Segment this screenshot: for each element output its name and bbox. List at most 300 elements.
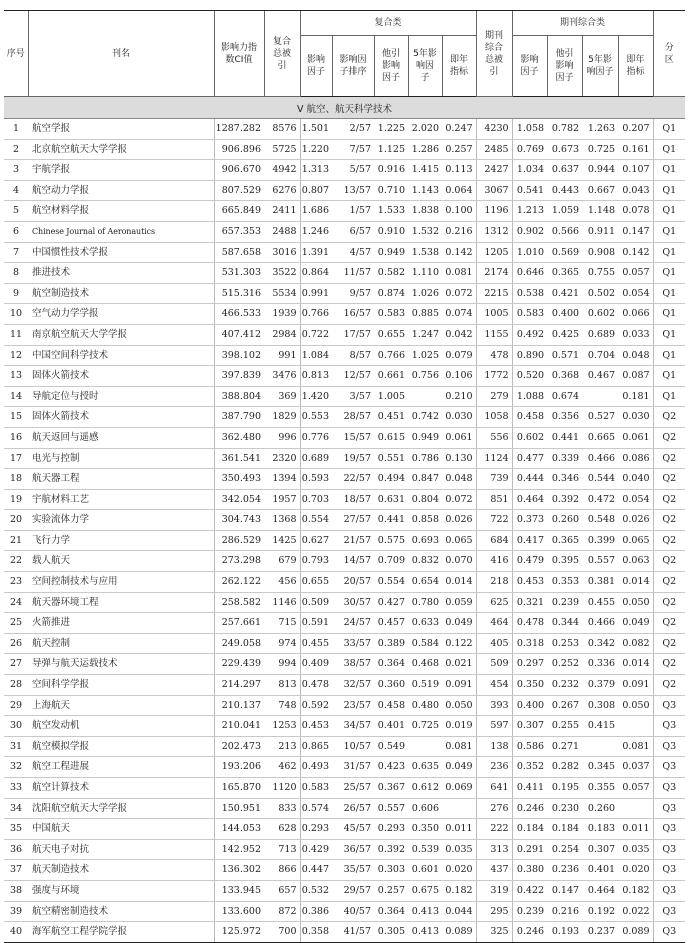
cell-composite-impact-factor: 0.509 xyxy=(300,592,332,613)
cell-comprehensive-total-cites: 279 xyxy=(476,386,512,407)
cell-comprehensive-total-cites: 2485 xyxy=(476,139,512,160)
cell-row-number: 3 xyxy=(4,160,28,181)
cell-row-number: 29 xyxy=(4,695,28,716)
cell-composite-total-cites: 994 xyxy=(264,654,300,675)
cell-comprehensive-impact-factor: 1.058 xyxy=(512,119,547,140)
table-row xyxy=(4,242,685,263)
cell-zone: Q1 xyxy=(653,119,685,140)
cell-composite-other-cited-if: 0.615 xyxy=(374,427,408,448)
cell-row-number: 24 xyxy=(4,592,28,613)
cell-ci-value: 202.473 xyxy=(214,736,264,757)
cell-composite-if-rank: 34/57 xyxy=(332,716,374,737)
cell-comprehensive-total-cites: 1196 xyxy=(476,201,512,222)
cell-composite-immediacy: 0.030 xyxy=(442,407,476,428)
cell-comprehensive-5yr-if: 0.689 xyxy=(582,324,618,345)
cell-composite-other-cited-if: 0.389 xyxy=(374,633,408,654)
cell-row-number: 21 xyxy=(4,530,28,551)
cell-journal-name: 宇航材料工艺 xyxy=(28,489,214,510)
cell-composite-impact-factor: 1.420 xyxy=(300,386,332,407)
cell-composite-5yr-if: 1.025 xyxy=(408,345,442,366)
cell-comprehensive-immediacy: 0.091 xyxy=(618,675,653,696)
cell-journal-name: 导航定位与授时 xyxy=(28,386,214,407)
cell-composite-total-cites: 991 xyxy=(264,345,300,366)
cell-composite-total-cites: 628 xyxy=(264,819,300,840)
cell-composite-if-rank: 31/57 xyxy=(332,757,374,778)
cell-composite-immediacy: 0.035 xyxy=(442,839,476,860)
cell-ci-value: 350.493 xyxy=(214,469,264,490)
cell-composite-immediacy: 0.050 xyxy=(442,695,476,716)
cell-composite-immediacy: 0.210 xyxy=(442,386,476,407)
cell-journal-name: 飞行力学 xyxy=(28,530,214,551)
cell-zone: Q1 xyxy=(653,160,685,181)
cell-composite-immediacy: 0.072 xyxy=(442,489,476,510)
cell-journal-name: 宇航学报 xyxy=(28,160,214,181)
cell-composite-other-cited-if: 0.874 xyxy=(374,283,408,304)
cell-comprehensive-total-cites: 325 xyxy=(476,922,512,943)
table-row xyxy=(4,324,685,345)
cell-composite-impact-factor: 0.447 xyxy=(300,860,332,881)
cell-comprehensive-immediacy: 0.043 xyxy=(618,180,653,201)
table-row xyxy=(4,716,685,737)
cell-composite-other-cited-if: 0.293 xyxy=(374,819,408,840)
cell-composite-immediacy: 0.257 xyxy=(442,139,476,160)
cell-zone: Q3 xyxy=(653,922,685,943)
cell-composite-immediacy: 0.065 xyxy=(442,530,476,551)
cell-comprehensive-other-cited-if: 0.236 xyxy=(547,860,582,881)
cell-comprehensive-total-cites: 2174 xyxy=(476,263,512,284)
table-row xyxy=(4,819,685,840)
cell-comprehensive-other-cited-if: 0.253 xyxy=(547,633,582,654)
cell-comprehensive-5yr-if: 1.148 xyxy=(582,201,618,222)
cell-comprehensive-impact-factor: 0.373 xyxy=(512,510,547,531)
cell-composite-impact-factor: 0.553 xyxy=(300,407,332,428)
cell-comprehensive-total-cites: 722 xyxy=(476,510,512,531)
cell-composite-if-rank: 28/57 xyxy=(332,407,374,428)
cell-composite-5yr-if: 0.804 xyxy=(408,489,442,510)
table-row xyxy=(4,736,685,757)
cell-composite-total-cites: 1253 xyxy=(264,716,300,737)
cell-row-number: 5 xyxy=(4,201,28,222)
cell-journal-name: 航天器环境工程 xyxy=(28,592,214,613)
cell-composite-other-cited-if: 0.401 xyxy=(374,716,408,737)
cell-composite-immediacy: 0.130 xyxy=(442,448,476,469)
cell-composite-if-rank: 14/57 xyxy=(332,551,374,572)
cell-comprehensive-5yr-if: 0.602 xyxy=(582,304,618,325)
cell-ci-value: 398.102 xyxy=(214,345,264,366)
cell-composite-immediacy: 0.247 xyxy=(442,119,476,140)
cell-row-number: 18 xyxy=(4,469,28,490)
cell-composite-other-cited-if: 0.494 xyxy=(374,469,408,490)
cell-ci-value: 257.661 xyxy=(214,613,264,634)
header-composite-if-rank: 影响因子排序 xyxy=(332,36,374,97)
cell-comprehensive-total-cites: 1772 xyxy=(476,366,512,387)
cell-composite-if-rank: 26/57 xyxy=(332,798,374,819)
cell-comprehensive-impact-factor: 0.477 xyxy=(512,448,547,469)
cell-comprehensive-5yr-if: 0.342 xyxy=(582,633,618,654)
cell-journal-name: 海军航空工程学院学报 xyxy=(28,922,214,943)
cell-composite-immediacy: 0.061 xyxy=(442,427,476,448)
cell-composite-if-rank: 11/57 xyxy=(332,263,374,284)
cell-composite-impact-factor: 0.689 xyxy=(300,448,332,469)
table-row xyxy=(4,304,685,325)
table-row xyxy=(4,263,685,284)
cell-composite-other-cited-if: 0.305 xyxy=(374,922,408,943)
cell-comprehensive-immediacy: 0.020 xyxy=(618,860,653,881)
table-row xyxy=(4,901,685,922)
cell-composite-other-cited-if: 1.533 xyxy=(374,201,408,222)
cell-ci-value: 258.582 xyxy=(214,592,264,613)
cell-comprehensive-other-cited-if: 0.637 xyxy=(547,160,582,181)
cell-comprehensive-immediacy: 0.142 xyxy=(618,242,653,263)
cell-ci-value: 125.972 xyxy=(214,922,264,943)
cell-comprehensive-immediacy: 0.089 xyxy=(618,922,653,943)
cell-journal-name: 航天制造技术 xyxy=(28,860,214,881)
cell-composite-immediacy: 0.089 xyxy=(442,922,476,943)
cell-comprehensive-5yr-if: 1.263 xyxy=(582,119,618,140)
cell-composite-if-rank: 9/57 xyxy=(332,283,374,304)
table-row xyxy=(4,160,685,181)
cell-comprehensive-total-cites: 556 xyxy=(476,427,512,448)
cell-composite-impact-factor: 1.313 xyxy=(300,160,332,181)
header-composite-group: 复合类 xyxy=(300,11,476,36)
cell-composite-other-cited-if: 0.766 xyxy=(374,345,408,366)
cell-ci-value: 286.529 xyxy=(214,530,264,551)
cell-zone: Q2 xyxy=(653,613,685,634)
cell-composite-other-cited-if: 0.360 xyxy=(374,675,408,696)
table-row xyxy=(4,592,685,613)
cell-zone: Q2 xyxy=(653,510,685,531)
cell-comprehensive-5yr-if: 0.557 xyxy=(582,551,618,572)
cell-zone: Q3 xyxy=(653,839,685,860)
cell-comprehensive-impact-factor: 0.411 xyxy=(512,778,547,799)
cell-comprehensive-total-cites: 222 xyxy=(476,819,512,840)
cell-row-number: 6 xyxy=(4,221,28,242)
cell-composite-5yr-if: 1.532 xyxy=(408,221,442,242)
cell-zone: Q1 xyxy=(653,324,685,345)
header-ci-value: 影响力指数CI值 xyxy=(214,11,264,97)
cell-row-number: 25 xyxy=(4,613,28,634)
cell-composite-5yr-if: 0.519 xyxy=(408,675,442,696)
table-row xyxy=(4,798,685,819)
cell-composite-5yr-if xyxy=(408,386,442,407)
cell-row-number: 32 xyxy=(4,757,28,778)
cell-journal-name: 航空材料学报 xyxy=(28,201,214,222)
cell-composite-if-rank: 41/57 xyxy=(332,922,374,943)
cell-composite-5yr-if: 0.756 xyxy=(408,366,442,387)
cell-comprehensive-5yr-if: 0.455 xyxy=(582,592,618,613)
cell-composite-5yr-if xyxy=(408,736,442,757)
cell-comprehensive-5yr-if: 0.379 xyxy=(582,675,618,696)
cell-composite-immediacy: 0.216 xyxy=(442,221,476,242)
cell-composite-other-cited-if: 0.367 xyxy=(374,778,408,799)
cell-comprehensive-5yr-if: 0.704 xyxy=(582,345,618,366)
cell-comprehensive-impact-factor: 0.400 xyxy=(512,695,547,716)
cell-comprehensive-immediacy: 0.181 xyxy=(618,386,653,407)
cell-journal-name: 航空发动机 xyxy=(28,716,214,737)
cell-composite-immediacy: 0.011 xyxy=(442,819,476,840)
cell-row-number: 13 xyxy=(4,366,28,387)
cell-composite-total-cites: 4942 xyxy=(264,160,300,181)
cell-zone: Q1 xyxy=(653,201,685,222)
section-title: V 航空、航天科学技术 xyxy=(4,97,685,119)
cell-comprehensive-5yr-if: 0.401 xyxy=(582,860,618,881)
cell-row-number: 34 xyxy=(4,798,28,819)
cell-ci-value: 397.839 xyxy=(214,366,264,387)
cell-comprehensive-total-cites: 218 xyxy=(476,572,512,593)
cell-row-number: 16 xyxy=(4,427,28,448)
cell-comprehensive-5yr-if: 0.260 xyxy=(582,798,618,819)
cell-zone: Q2 xyxy=(653,448,685,469)
cell-composite-if-rank: 3/57 xyxy=(332,386,374,407)
table-row xyxy=(4,283,685,304)
cell-ci-value: 387.790 xyxy=(214,407,264,428)
cell-composite-immediacy: 0.079 xyxy=(442,345,476,366)
cell-journal-name: 载人航天 xyxy=(28,551,214,572)
cell-composite-5yr-if: 1.415 xyxy=(408,160,442,181)
cell-composite-impact-factor: 0.766 xyxy=(300,304,332,325)
cell-ci-value: 407.412 xyxy=(214,324,264,345)
cell-composite-if-rank: 35/57 xyxy=(332,860,374,881)
cell-comprehensive-other-cited-if: 0.147 xyxy=(547,880,582,901)
cell-composite-5yr-if: 1.247 xyxy=(408,324,442,345)
cell-composite-impact-factor: 0.493 xyxy=(300,757,332,778)
cell-composite-immediacy: 0.064 xyxy=(442,180,476,201)
cell-journal-name: 航天电子对抗 xyxy=(28,839,214,860)
cell-comprehensive-immediacy: 0.065 xyxy=(618,530,653,551)
cell-comprehensive-other-cited-if: 0.255 xyxy=(547,716,582,737)
cell-ci-value: 133.600 xyxy=(214,901,264,922)
cell-composite-total-cites: 713 xyxy=(264,839,300,860)
cell-composite-other-cited-if: 0.575 xyxy=(374,530,408,551)
cell-zone: Q2 xyxy=(653,592,685,613)
cell-composite-other-cited-if: 0.916 xyxy=(374,160,408,181)
cell-comprehensive-immediacy: 0.147 xyxy=(618,221,653,242)
cell-comprehensive-immediacy: 0.014 xyxy=(618,654,653,675)
cell-journal-name: 航天返回与遥感 xyxy=(28,427,214,448)
cell-composite-immediacy: 0.100 xyxy=(442,201,476,222)
cell-journal-name: 强度与环境 xyxy=(28,880,214,901)
cell-comprehensive-immediacy: 0.014 xyxy=(618,572,653,593)
cell-composite-total-cites: 866 xyxy=(264,860,300,881)
cell-composite-if-rank: 40/57 xyxy=(332,901,374,922)
journal-ranking-table-container xyxy=(4,10,685,943)
cell-ci-value: 136.302 xyxy=(214,860,264,881)
cell-composite-if-rank: 23/57 xyxy=(332,695,374,716)
cell-comprehensive-total-cites: 3067 xyxy=(476,180,512,201)
cell-zone: Q2 xyxy=(653,489,685,510)
cell-composite-5yr-if: 0.780 xyxy=(408,592,442,613)
cell-comprehensive-total-cites: 684 xyxy=(476,530,512,551)
cell-comprehensive-5yr-if: 0.336 xyxy=(582,654,618,675)
cell-composite-total-cites: 1829 xyxy=(264,407,300,428)
cell-composite-other-cited-if: 0.303 xyxy=(374,860,408,881)
cell-zone: Q3 xyxy=(653,736,685,757)
cell-comprehensive-other-cited-if: 0.344 xyxy=(547,613,582,634)
cell-comprehensive-immediacy: 0.161 xyxy=(618,139,653,160)
header-zone: 分区 xyxy=(653,11,685,97)
cell-composite-if-rank: 8/57 xyxy=(332,345,374,366)
cell-comprehensive-impact-factor: 0.769 xyxy=(512,139,547,160)
cell-comprehensive-impact-factor: 0.602 xyxy=(512,427,547,448)
cell-composite-total-cites: 700 xyxy=(264,922,300,943)
cell-composite-if-rank: 17/57 xyxy=(332,324,374,345)
cell-composite-impact-factor: 0.627 xyxy=(300,530,332,551)
cell-ci-value: 342.054 xyxy=(214,489,264,510)
cell-comprehensive-impact-factor: 1.034 xyxy=(512,160,547,181)
cell-ci-value: 210.041 xyxy=(214,716,264,737)
table-row xyxy=(4,675,685,696)
cell-composite-impact-factor: 0.429 xyxy=(300,839,332,860)
cell-composite-other-cited-if: 0.551 xyxy=(374,448,408,469)
cell-comprehensive-other-cited-if: 0.184 xyxy=(547,819,582,840)
cell-comprehensive-total-cites: 851 xyxy=(476,489,512,510)
cell-comprehensive-impact-factor: 0.492 xyxy=(512,324,547,345)
cell-row-number: 12 xyxy=(4,345,28,366)
cell-row-number: 28 xyxy=(4,675,28,696)
table-row xyxy=(4,880,685,901)
cell-comprehensive-other-cited-if: 0.395 xyxy=(547,551,582,572)
cell-composite-5yr-if: 1.838 xyxy=(408,201,442,222)
cell-composite-other-cited-if: 0.457 xyxy=(374,613,408,634)
cell-composite-if-rank: 30/57 xyxy=(332,592,374,613)
table-row xyxy=(4,139,685,160)
cell-row-number: 20 xyxy=(4,510,28,531)
cell-composite-5yr-if: 0.847 xyxy=(408,469,442,490)
cell-row-number: 35 xyxy=(4,819,28,840)
cell-composite-immediacy: 0.074 xyxy=(442,304,476,325)
cell-row-number: 39 xyxy=(4,901,28,922)
cell-comprehensive-impact-factor: 0.541 xyxy=(512,180,547,201)
cell-composite-impact-factor: 0.991 xyxy=(300,283,332,304)
cell-row-number: 19 xyxy=(4,489,28,510)
cell-row-number: 11 xyxy=(4,324,28,345)
cell-ci-value: 466.533 xyxy=(214,304,264,325)
cell-journal-name: 航天器工程 xyxy=(28,469,214,490)
cell-composite-5yr-if: 0.885 xyxy=(408,304,442,325)
cell-zone: Q2 xyxy=(653,633,685,654)
table-row xyxy=(4,201,685,222)
cell-composite-impact-factor: 0.453 xyxy=(300,716,332,737)
cell-composite-5yr-if: 0.693 xyxy=(408,530,442,551)
cell-composite-if-rank: 12/57 xyxy=(332,366,374,387)
cell-composite-if-rank: 20/57 xyxy=(332,572,374,593)
cell-comprehensive-other-cited-if: 0.230 xyxy=(547,798,582,819)
cell-composite-other-cited-if: 1.125 xyxy=(374,139,408,160)
cell-composite-other-cited-if: 0.392 xyxy=(374,839,408,860)
cell-journal-name: 空气动力学学报 xyxy=(28,304,214,325)
cell-composite-total-cites: 2984 xyxy=(264,324,300,345)
cell-comprehensive-5yr-if: 0.908 xyxy=(582,242,618,263)
cell-comprehensive-total-cites: 597 xyxy=(476,716,512,737)
cell-comprehensive-other-cited-if: 0.195 xyxy=(547,778,582,799)
cell-comprehensive-other-cited-if: 0.346 xyxy=(547,469,582,490)
cell-comprehensive-5yr-if: 0.755 xyxy=(582,263,618,284)
cell-composite-impact-factor: 0.593 xyxy=(300,469,332,490)
cell-comprehensive-5yr-if: 0.307 xyxy=(582,839,618,860)
cell-comprehensive-5yr-if: 0.472 xyxy=(582,489,618,510)
cell-composite-5yr-if: 0.612 xyxy=(408,778,442,799)
cell-composite-total-cites: 3476 xyxy=(264,366,300,387)
cell-composite-5yr-if: 0.539 xyxy=(408,839,442,860)
cell-comprehensive-total-cites: 464 xyxy=(476,613,512,634)
header-composite-other-cited-if: 他引影响因子 xyxy=(374,36,408,97)
cell-comprehensive-immediacy: 0.061 xyxy=(618,427,653,448)
cell-composite-total-cites: 2488 xyxy=(264,221,300,242)
cell-comprehensive-5yr-if xyxy=(582,736,618,757)
cell-composite-total-cites: 8576 xyxy=(264,119,300,140)
cell-composite-5yr-if: 0.413 xyxy=(408,901,442,922)
cell-comprehensive-5yr-if: 0.415 xyxy=(582,716,618,737)
cell-composite-if-rank: 7/57 xyxy=(332,139,374,160)
cell-comprehensive-total-cites: 437 xyxy=(476,860,512,881)
cell-composite-if-rank: 6/57 xyxy=(332,221,374,242)
cell-journal-name: 中国航天 xyxy=(28,819,214,840)
cell-composite-impact-factor: 1.246 xyxy=(300,221,332,242)
cell-journal-name: 沈阳航空航天大学学报 xyxy=(28,798,214,819)
cell-composite-immediacy: 0.122 xyxy=(442,633,476,654)
cell-comprehensive-impact-factor: 0.583 xyxy=(512,304,547,325)
cell-comprehensive-immediacy: 0.066 xyxy=(618,304,653,325)
cell-comprehensive-other-cited-if: 0.267 xyxy=(547,695,582,716)
table-header xyxy=(4,11,685,97)
cell-comprehensive-impact-factor: 1.010 xyxy=(512,242,547,263)
cell-composite-5yr-if: 0.725 xyxy=(408,716,442,737)
cell-composite-5yr-if: 2.020 xyxy=(408,119,442,140)
cell-composite-immediacy: 0.081 xyxy=(442,263,476,284)
cell-journal-name: 空间控制技术与应用 xyxy=(28,572,214,593)
cell-comprehensive-impact-factor: 0.318 xyxy=(512,633,547,654)
cell-comprehensive-5yr-if: 0.911 xyxy=(582,221,618,242)
cell-composite-total-cites: 657 xyxy=(264,880,300,901)
journal-ranking-table xyxy=(4,10,685,943)
cell-composite-if-rank: 32/57 xyxy=(332,675,374,696)
table-row xyxy=(4,633,685,654)
cell-composite-total-cites: 679 xyxy=(264,551,300,572)
cell-zone: Q3 xyxy=(653,778,685,799)
cell-composite-total-cites: 1368 xyxy=(264,510,300,531)
cell-composite-total-cites: 1939 xyxy=(264,304,300,325)
cell-comprehensive-impact-factor: 0.458 xyxy=(512,407,547,428)
cell-composite-if-rank: 18/57 xyxy=(332,489,374,510)
cell-comprehensive-impact-factor: 0.464 xyxy=(512,489,547,510)
cell-composite-5yr-if: 1.026 xyxy=(408,283,442,304)
cell-ci-value: 361.541 xyxy=(214,448,264,469)
cell-comprehensive-5yr-if: 0.548 xyxy=(582,510,618,531)
cell-composite-if-rank: 16/57 xyxy=(332,304,374,325)
cell-composite-impact-factor: 0.455 xyxy=(300,633,332,654)
cell-comprehensive-immediacy: 0.026 xyxy=(618,510,653,531)
cell-composite-5yr-if: 0.584 xyxy=(408,633,442,654)
cell-comprehensive-5yr-if: 0.237 xyxy=(582,922,618,943)
cell-composite-other-cited-if: 0.423 xyxy=(374,757,408,778)
cell-zone: Q2 xyxy=(653,551,685,572)
cell-composite-impact-factor: 0.807 xyxy=(300,180,332,201)
cell-ci-value: 807.529 xyxy=(214,180,264,201)
cell-comprehensive-total-cites: 276 xyxy=(476,798,512,819)
cell-comprehensive-5yr-if: 0.192 xyxy=(582,901,618,922)
table-row xyxy=(4,345,685,366)
cell-comprehensive-other-cited-if: 0.239 xyxy=(547,592,582,613)
cell-comprehensive-immediacy: 0.030 xyxy=(618,407,653,428)
cell-composite-5yr-if: 0.606 xyxy=(408,798,442,819)
cell-comprehensive-5yr-if: 0.308 xyxy=(582,695,618,716)
cell-comprehensive-5yr-if: 0.345 xyxy=(582,757,618,778)
cell-row-number: 7 xyxy=(4,242,28,263)
cell-comprehensive-5yr-if: 0.527 xyxy=(582,407,618,428)
cell-ci-value: 304.743 xyxy=(214,510,264,531)
cell-comprehensive-total-cites: 454 xyxy=(476,675,512,696)
cell-composite-if-rank: 1/57 xyxy=(332,201,374,222)
